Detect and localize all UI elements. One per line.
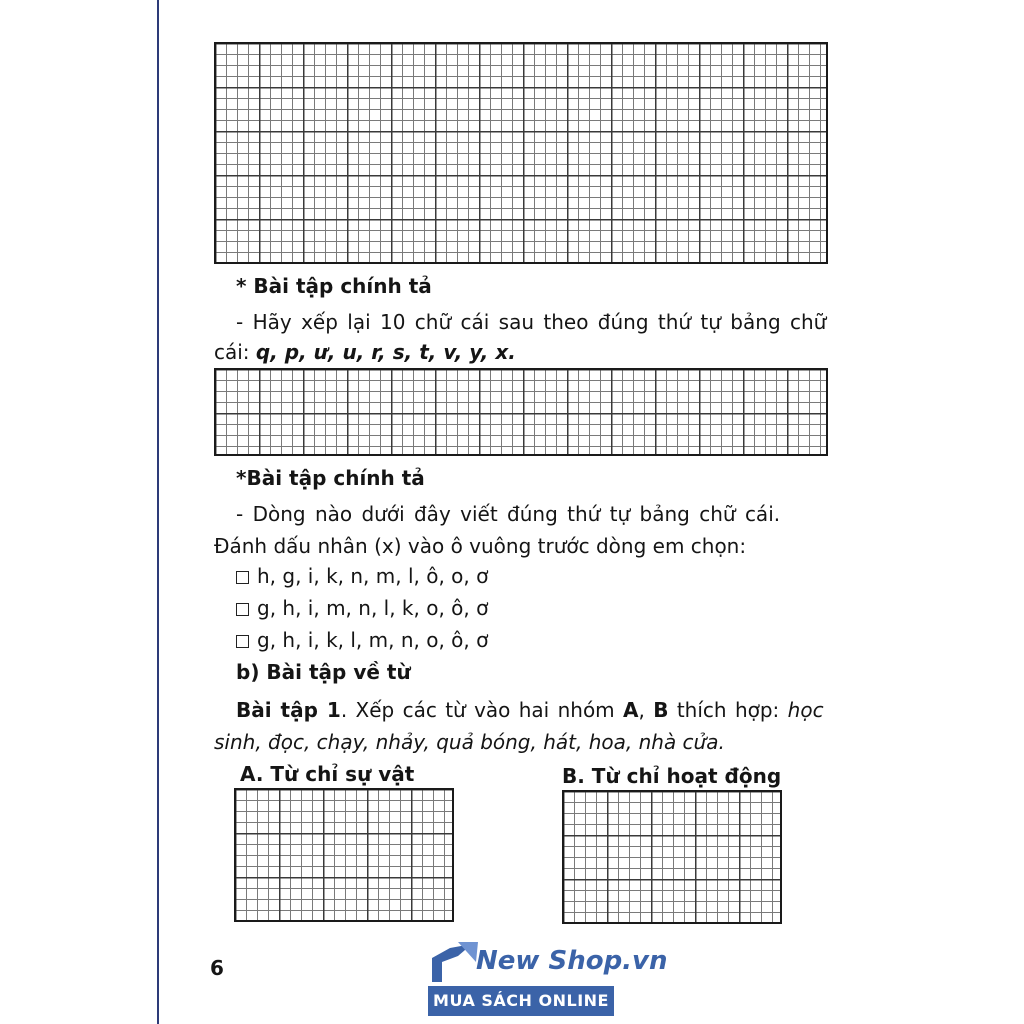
section1-instruction-prefix: cái: bbox=[214, 340, 256, 364]
option-row-3[interactable] bbox=[236, 628, 488, 652]
group-a-letter: A bbox=[623, 698, 639, 722]
writing-grid-group-b[interactable] bbox=[562, 790, 782, 924]
writing-grid-group-a[interactable] bbox=[234, 788, 454, 922]
exercise-1-words-start: học bbox=[787, 698, 824, 722]
section3-title: b) Bài tập về từ bbox=[236, 660, 411, 684]
exercise-1-comma: , bbox=[638, 698, 654, 722]
exercise-1-text-a: . Xếp các từ vào hai nhóm bbox=[340, 698, 624, 722]
section1-letters-line bbox=[214, 340, 516, 364]
group-a-title: A. Từ chỉ sự vật bbox=[240, 762, 415, 786]
page-edge bbox=[157, 0, 159, 1024]
section1-title: * Bài tập chính tả bbox=[236, 274, 432, 298]
checkbox-option-2[interactable] bbox=[236, 603, 249, 616]
exercise-1-words: sinh, đọc, chạy, nhảy, quả bóng, hát, hoa, nhà cửa. bbox=[214, 730, 725, 754]
option-1-text: h, g, i, k, n, m, l, ô, o, ơ bbox=[257, 564, 489, 588]
writing-grid-letters[interactable] bbox=[214, 368, 828, 456]
logo-text: New Shop.vn bbox=[476, 946, 668, 976]
exercise-1-label: Bài tập 1 bbox=[236, 698, 341, 722]
section2-title: *Bài tập chính tả bbox=[236, 466, 425, 490]
option-row-2[interactable] bbox=[236, 596, 488, 620]
section1-instruction: - Hãy xếp lại 10 chữ cái sau theo đúng thứ tự bảng chữ bbox=[236, 310, 827, 334]
section2-instruction-line1: - Dòng nào dưới đây viết đúng thứ tự bảng chữ cái. bbox=[236, 502, 781, 526]
group-b-title: B. Từ chỉ hoạt động bbox=[562, 764, 782, 788]
group-b-letter: B bbox=[653, 698, 669, 722]
arrow-logo-icon bbox=[428, 942, 480, 986]
option-3-text: g, h, i, k, l, m, n, o, ô, ơ bbox=[257, 628, 489, 652]
checkbox-option-1[interactable] bbox=[236, 571, 249, 584]
writing-grid-top[interactable] bbox=[214, 42, 828, 264]
exercise-1-text-b: thích hợp: bbox=[668, 698, 788, 722]
section2-instruction-line2: Đánh dấu nhân (x) vào ô vuông trước dòng em chọn: bbox=[214, 534, 747, 558]
exercise-1-line1 bbox=[236, 698, 824, 722]
option-row-1[interactable] bbox=[236, 564, 488, 588]
checkbox-option-3[interactable] bbox=[236, 635, 249, 648]
section1-letters: q, p, ư, u, r, s, t, v, y, x. bbox=[255, 340, 516, 364]
page-number: 6 bbox=[210, 956, 224, 980]
option-2-text: g, h, i, m, n, l, k, o, ô, ơ bbox=[257, 596, 489, 620]
logo-banner[interactable]: MUA SÁCH ONLINE bbox=[428, 986, 614, 1016]
